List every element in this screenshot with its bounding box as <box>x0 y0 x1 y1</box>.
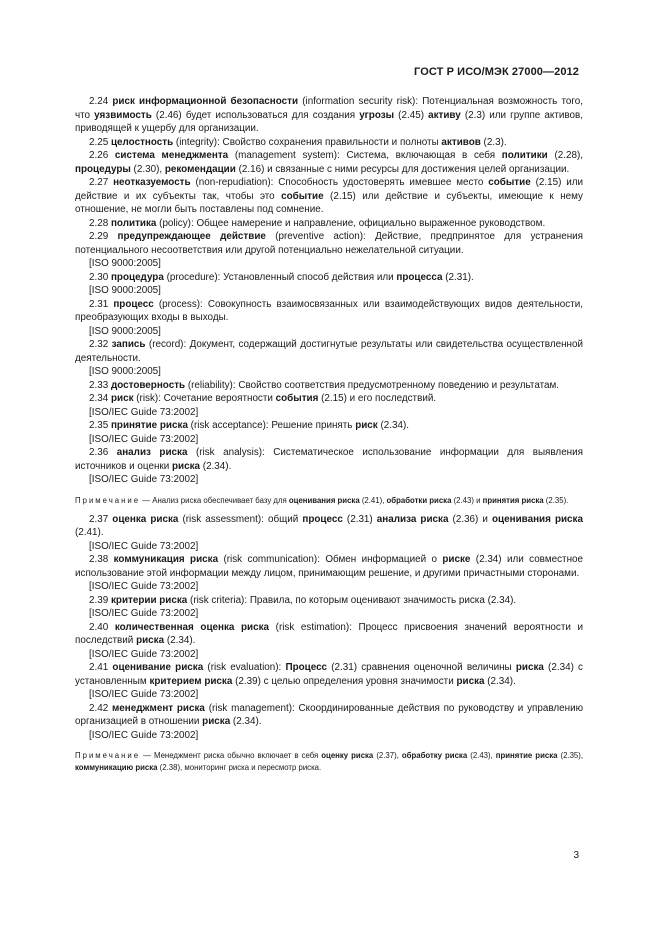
page-number: 3 <box>573 850 579 861</box>
term-entry: 2.28 политика (policy): Общее намерение и направление, официально выраженное руководством. <box>89 217 546 229</box>
term-source-reference: [ISO 9000:2005] <box>89 285 161 296</box>
note-text: — Менеджмент риска обычно включает в себя оценку риска (2.37), обработку риска (2.43), принятие риска (2.35), коммуникацию риска (2.38), мониторинг риска и пересмотр риска. <box>75 751 584 772</box>
term-entry: 2.34 риск (risk): Сочетание вероятности события (2.15) и его последствий. <box>89 393 437 404</box>
term-entry: 2.38 коммуникация риска (risk communication): Обмен информацией о риске (2.34) или совместное использование этой информации между лицом, принимающим решение, и другими причастными сторонами. <box>75 554 583 579</box>
term-note <box>75 750 583 774</box>
note-title: Примечание <box>75 751 141 760</box>
term-entry: 2.36 анализ риска (risk analysis): Систематическое использование информации для выявления источников и оценки риска (2.34). <box>75 447 583 472</box>
term-entry: 2.30 процедура (procedure): Установленный способ действия или процесса (2.31). <box>89 271 474 283</box>
term-entry: 2.32 запись (record): Документ, содержащий достигнутые результаты или свидетельства осуществленной деятельности. <box>75 339 583 364</box>
term-entry: 2.24 риск информационной безопасности (information security risk): Потенциальная возможность того, что уязвимость (2.46) будет использоваться для создания угрозы (2.45) активу (2.3) или группе активов, приводящей к ущербу для организации. <box>75 96 583 134</box>
term-source-reference: [ISO/IEC Guide 73:2002] <box>89 406 199 418</box>
term-entry: 2.42 менеджмент риска (risk management): Скоординированные действия по руководству и управлению организацией в отношении риска (2.34). <box>75 702 583 727</box>
term-source-reference: [ISO/IEC Guide 73:2002] <box>89 729 199 741</box>
term-entry: 2.25 целостность (integrity): Свойство сохранения правильности и полноты активов (2.3). <box>89 136 507 148</box>
term-entry: 2.35 принятие риска (risk acceptance): Решение принять риск (2.34). <box>89 420 410 431</box>
document-body <box>75 95 583 780</box>
term-entry: 2.27 неотказуемость (non-repudiation): Способность удостоверять имевшее место событие (2.15) или действие и их субъекты так, чтобы это событие (2.15) или действие и субъекты, имеющие к нему отношение, не могли быть поставлены под сомнение. <box>75 177 584 215</box>
term-entry: 2.33 достоверность (reliability): Свойство соответствия предусмотренному поведению и результатам. <box>89 379 560 391</box>
term-source-reference: [ISO/IEC Guide 73:2002] <box>89 474 199 485</box>
term-source-reference: [ISO/IEC Guide 73:2002] <box>89 648 199 660</box>
term-entry: 2.31 процесс (process): Совокупность взаимосвязанных или взаимодействующих видов деятельности, преобразующих входы в выходы. <box>75 298 583 323</box>
term-source-reference: [ISO/IEC Guide 73:2002] <box>89 581 199 592</box>
term-source-reference: [ISO/IEC Guide 73:2002] <box>89 433 199 445</box>
term-entry: 2.39 критерии риска (risk criteria): Правила, по которым оценивают значимость риска (2.34). <box>89 594 517 606</box>
term-source-reference: [ISO/IEC Guide 73:2002] <box>89 608 199 619</box>
term-entry: 2.29 предупреждающее действие (preventive action): Действие, предпринятое для устранения потенциального несоответствия или другой потенциально нежелательной ситуации. <box>75 231 584 256</box>
term-source-reference: [ISO 9000:2005] <box>89 325 161 337</box>
note-title: Примечание <box>75 495 141 505</box>
term-source-reference: [ISO 9000:2005] <box>89 366 161 377</box>
term-entry: 2.41 оценивание риска (risk evaluation): Процесс (2.31) сравнения оценочной величины риска (2.34) с установленным критерием риска (2.39) с целью определения уровня значимости риска (2.34). <box>75 662 583 687</box>
term-source-reference: [ISO/IEC Guide 73:2002] <box>89 689 199 700</box>
note-text: — Анализ риска обеспечивает базу для оценивания риска (2.41), обработки риска (2.43) и принятия риска (2.35). <box>140 495 569 505</box>
term-entry: 2.26 система менеджмента (management system): Система, включающая в себя политики (2.28), процедуры (2.30), рекомендации (2.16) и связанные с ними ресурсы для достижения целей организации. <box>75 150 583 175</box>
term-source-reference: [ISO 9000:2005] <box>89 258 161 269</box>
page-header-title: ГОСТ Р ИСО/МЭК 27000—2012 <box>414 66 579 78</box>
term-note <box>75 495 583 507</box>
term-entry: 2.40 количественная оценка риска (risk estimation): Процесс присвоения значений вероятности и последствий риска (2.34). <box>75 621 583 646</box>
term-entry: 2.37 оценка риска (risk assessment): общий процесс (2.31) анализа риска (2.36) и оценивания риска (2.41). <box>75 513 583 538</box>
term-source-reference: [ISO/IEC Guide 73:2002] <box>89 540 199 552</box>
